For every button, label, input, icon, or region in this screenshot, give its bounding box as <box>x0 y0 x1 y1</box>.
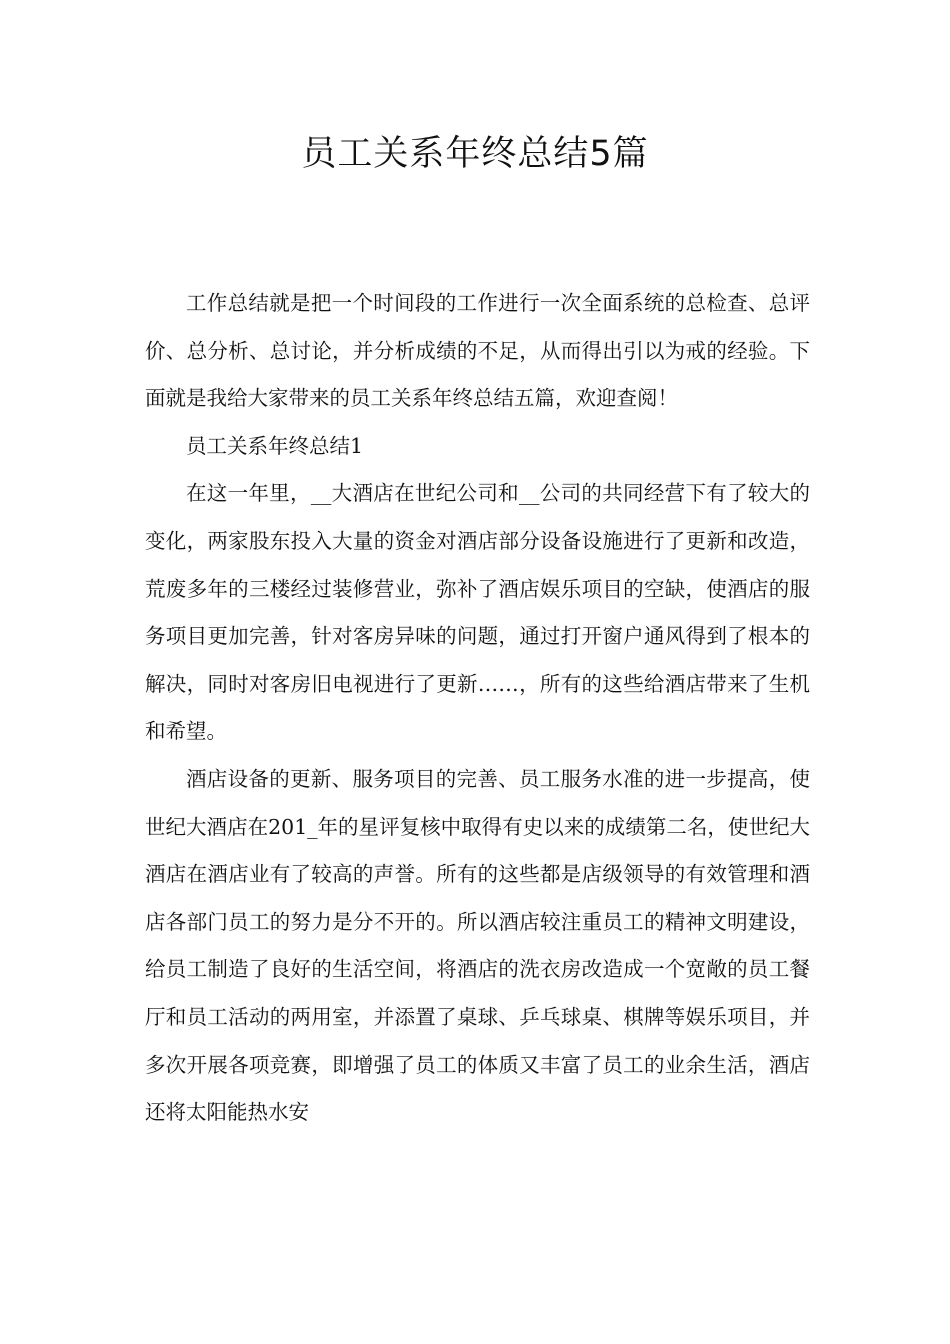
document-body <box>145 280 810 1137</box>
body-paragraph: 酒店设备的更新、服务项目的完善、员工服务水准的进一步提高，使世纪大酒店在201_年的星评复核中取得有史以来的成绩第二名，使世纪大酒店在酒店业有了较高的声誉。所有的这些都是店级领导的有效管理和酒店各部门员工的努力是分不开的。所以酒店较注重员工的精神文明建设，给员工制造了良好的生活空间，将酒店的洗衣房改造成一个宽敞的员工餐厅和员工活动的两用室，并添置了桌球、乒乓球桌、棋牌等娱乐项目，并多次开展各项竞赛，即增强了员工的体质又丰富了员工的业余生活，酒店还将太阳能热水安 <box>145 766 810 1125</box>
body-paragraph: 在这一年里，__大酒店在世纪公司和__公司的共同经营下有了较大的变化，两家股东投入大量的资金对酒店部分设备设施进行了更新和改造，荒废多年的三楼经过装修营业，弥补了酒店娱乐项目的空缺，使酒店的服务项目更加完善，针对客房异味的问题，通过打开窗户通风得到了根本的解决，同时对客房旧电视进行了更新……，所有的这些给酒店带来了生机和希望。 <box>145 481 810 744</box>
section-heading: 员工关系年终总结1 <box>186 433 364 458</box>
document-title: 员工关系年终总结5篇 <box>301 134 649 174</box>
intro-paragraph: 工作总结就是把一个时间段的工作进行一次全面系统的总检查、总评价、总分析、总讨论，并分析成绩的不足，从而得出引以为戒的经验。下面就是我给大家带来的员工关系年终总结五篇，欢迎查阅！ <box>145 291 810 411</box>
